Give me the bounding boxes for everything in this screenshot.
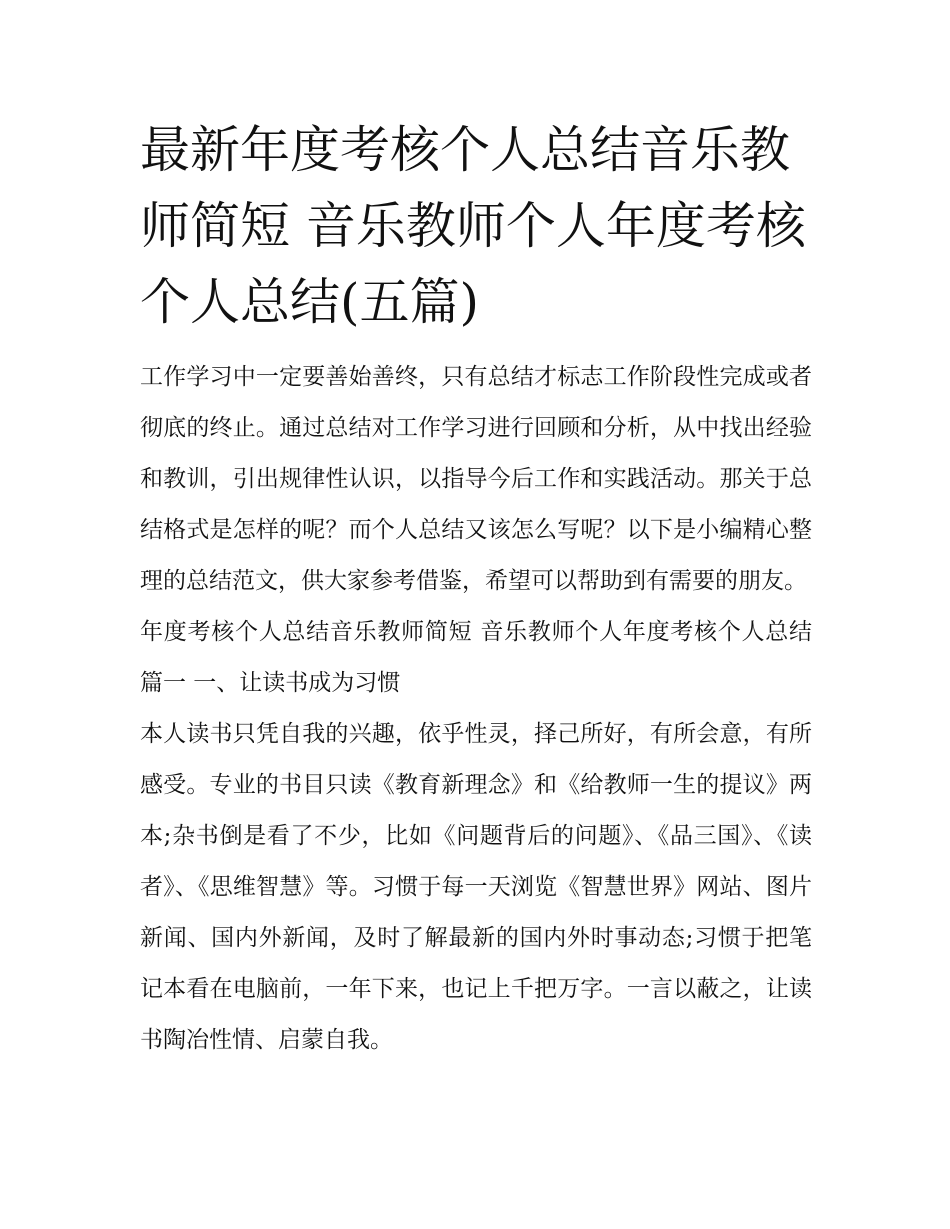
document-body bbox=[140, 352, 812, 1066]
document-page bbox=[140, 112, 812, 1066]
intro-paragraph: 工作学习中一定要善始善终，只有总结才标志工作阶段性完成或者彻底的终止。通过总结对工作学习进行回顾和分析，从中找出经验和教训，引出规律性认识，以指导今后工作和实践活动。那关于总结格式是怎样的呢？而个人总结又该怎么写呢？以下是小编精心整理的总结范文，供大家参考借鉴，希望可以帮助到有需要的朋友。 bbox=[140, 364, 812, 594]
document-title: 最新年度考核个人总结音乐教师简短 音乐教师个人年度考核个人总结(五篇) bbox=[140, 121, 806, 331]
section-heading-paragraph: 年度考核个人总结音乐教师简短 音乐教师个人年度考核个人总结篇一 一、让读书成为习惯 bbox=[140, 619, 812, 696]
reading-habit-paragraph: 本人读书只凭自我的兴趣，依乎性灵，择己所好，有所会意，有所感受。专业的书目只读《教育新理念》和《给教师一生的提议》两本;杂书倒是看了不少，比如《问题背后的问题》、《品三国》、《读者》、《思维智慧》等。习惯于每一天浏览《智慧世界》网站、图片新闻、国内外新闻，及时了解最新的国内外时事动态;习惯于把笔记本看在电脑前，一年下来，也记上千把万字。一言以蔽之，让读书陶冶性情、启蒙自我。 bbox=[140, 721, 812, 1053]
